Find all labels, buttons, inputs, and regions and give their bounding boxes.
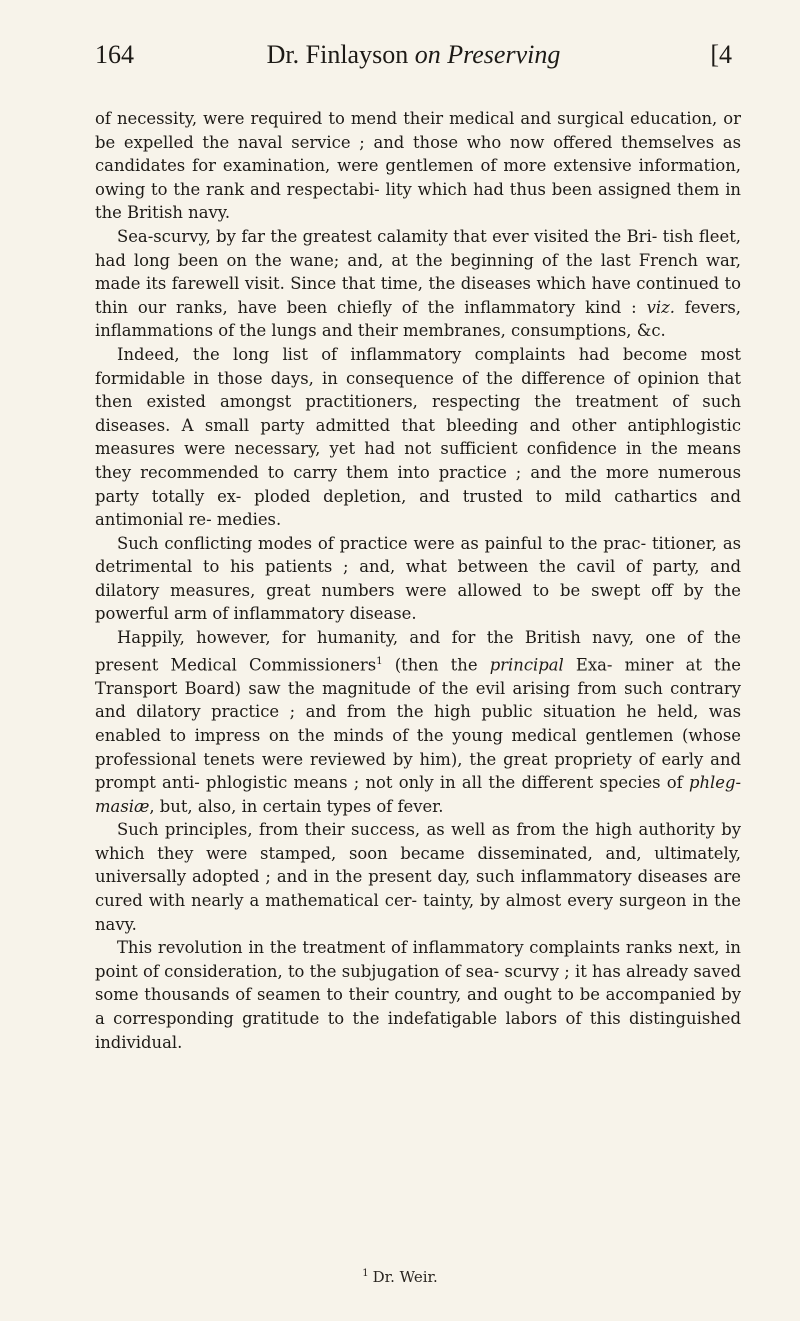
paragraph-2-tail: fevers, inflammations of the lungs and their membranes, consumptions, &c.	[95, 297, 741, 341]
footnote-text: Dr. Weir.	[372, 1268, 438, 1286]
paragraph-1: of necessity, were required to mend their medical and surgical education, or be expelled the naval service ; and those who now offered themselves as candidates for examination, were gentlemen of more extensive information, owing to the rank and respectabi- lity which had thus been assigned them in the British navy.	[95, 109, 741, 223]
footnote-mark: 1	[362, 1268, 369, 1279]
principal-emphasis: principal	[489, 655, 564, 675]
page-number: 164	[95, 40, 134, 69]
title-on: on	[414, 40, 441, 69]
viz-abbrev: viz.	[646, 297, 675, 317]
paragraph-2-text: Sea-scurvy, by far the greatest calamity that ever visited the Bri- tish fleet, had long been on the wane; and, at the beginning of the last French war, made its farewell visit. Since that time, the diseases which have continued to thin our ranks, have been chiefly of the inflammatory kind :	[95, 226, 741, 317]
paragraph-3: Indeed, the long list of inflammatory complaints had become most formidable in those days, in consequence of the difference of opinion that then existed amongst practitioners, respecting the treatment of such diseases. A small party admitted that bleeding and other antiphlogistic measures were necessary, yet had not sufficient confidence in the means they recommended to carry them into practice ; and the more numerous party totally ex- ploded depletion, and trusted to mild cathartics and antimonial re- medies.	[95, 344, 741, 530]
title-subject: Preserving	[440, 40, 561, 69]
title-author: Dr. Finlayson	[266, 40, 415, 69]
body-text	[95, 107, 741, 1054]
footnote-reference[interactable]: 1	[376, 655, 383, 667]
paragraph-5-part-b: (then the	[382, 655, 490, 675]
phlegmasiae-term: phleg- masiæ	[95, 773, 741, 816]
running-header	[95, 40, 732, 80]
paragraph-5-part-c: Exa- miner at the Transport Board) saw the magnitude of the evil arising from such contrary and dilatory practice ; and from the high public situation he held, was enabled to impress on the minds of the young medical gentlemen (whose professional tenets were reviewed by him), the great propriety of early and prompt anti- phlogistic means ; not only in all the different species of	[95, 655, 741, 793]
paragraph-4: Such conflicting modes of practice were as painful to the prac- titioner, as detrimental to his patients ; and, what between the cavil of party, and dilatory measures, great numbers were allowed to be swept off by the powerful arm of inflammatory disease.	[95, 533, 741, 624]
paragraph-5-part-d: , but, also, in certain types of fever.	[149, 796, 444, 816]
section-bracket: [4	[710, 40, 732, 69]
paragraph-5	[95, 626, 741, 818]
paragraph-6: Such principles, from their success, as well as from the high authority by which they were stamped, soon became disseminated, and, ultimately, universally adopted ; and in the present day, such inflammatory diseases are cured with nearly a mathematical cer- tainty, by almost every surgeon in the navy.	[95, 820, 741, 934]
paragraph-7: This revolution in the treatment of inflammatory complaints ranks next, in point of consideration, to the subjugation of sea- scurvy ; it has already saved some thousands of seamen to their country, and ought to be accompanied by a corresponding gratitude to the indefatigable labors of this distinguished individual.	[95, 938, 741, 1052]
running-title	[95, 40, 732, 70]
paragraph-5-part-a: Happily, however, for humanity, and for the British navy, one of the present Medical Commissioners	[95, 628, 741, 675]
paragraph-2	[95, 225, 741, 343]
footnote	[0, 1268, 800, 1286]
